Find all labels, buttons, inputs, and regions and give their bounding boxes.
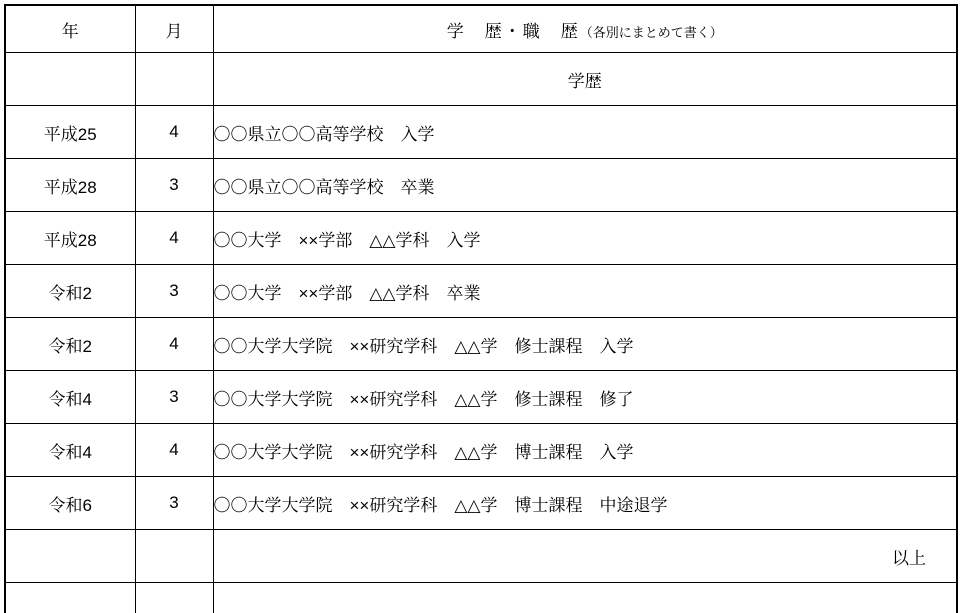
cell-month-empty xyxy=(135,530,213,583)
cell-year-empty xyxy=(5,530,135,583)
cell-year: 平成28 xyxy=(5,212,135,265)
cell-description: 〇〇大学大学院 ××研究学科 △△学 博士課程 中途退学 xyxy=(213,477,957,530)
cell-year: 令和2 xyxy=(5,265,135,318)
column-header-month: 月 xyxy=(135,5,213,53)
cell-description: 〇〇県立〇〇高等学校 入学 xyxy=(213,106,957,159)
cell-description: 〇〇大学 ××学部 △△学科 入学 xyxy=(213,212,957,265)
column-header-year: 年 xyxy=(5,5,135,53)
cell-description-empty xyxy=(213,583,957,613)
table-row xyxy=(5,106,957,159)
table-row xyxy=(5,318,957,371)
cell-description: 〇〇大学大学院 ××研究学科 △△学 博士課程 入学 xyxy=(213,424,957,477)
table-header-row xyxy=(5,5,957,53)
cell-month-empty xyxy=(135,53,213,106)
cell-month: 3 xyxy=(135,477,213,530)
table-body xyxy=(5,5,957,613)
cell-year-empty xyxy=(5,583,135,613)
cell-description: 〇〇大学大学院 ××研究学科 △△学 修士課程 入学 xyxy=(213,318,957,371)
cell-month: 4 xyxy=(135,106,213,159)
table-row xyxy=(5,212,957,265)
section-row-education xyxy=(5,53,957,106)
section-label-education: 学歴 xyxy=(213,53,957,106)
cell-month: 4 xyxy=(135,318,213,371)
cell-month: 4 xyxy=(135,212,213,265)
cell-year: 令和4 xyxy=(5,424,135,477)
cell-month: 3 xyxy=(135,371,213,424)
cell-year-empty xyxy=(5,53,135,106)
column-header-description xyxy=(213,5,957,53)
cell-year: 令和6 xyxy=(5,477,135,530)
education-history-table xyxy=(4,4,958,613)
closing-label: 以上 xyxy=(213,530,957,583)
table-row xyxy=(5,424,957,477)
closing-row xyxy=(5,530,957,583)
table-row xyxy=(5,159,957,212)
table-row xyxy=(5,265,957,318)
cell-month: 3 xyxy=(135,159,213,212)
column-header-description-note: （各別にまとめて書く） xyxy=(579,24,723,40)
cell-year: 令和4 xyxy=(5,371,135,424)
table-row xyxy=(5,371,957,424)
column-header-description-title: 学 歴・職 歴 xyxy=(446,21,580,41)
cell-month-empty xyxy=(135,583,213,613)
cell-description: 〇〇大学 ××学部 △△学科 卒業 xyxy=(213,265,957,318)
cell-description: 〇〇大学大学院 ××研究学科 △△学 修士課程 修了 xyxy=(213,371,957,424)
cell-year: 平成28 xyxy=(5,159,135,212)
table-row xyxy=(5,477,957,530)
cell-year: 平成25 xyxy=(5,106,135,159)
cell-description: 〇〇県立〇〇高等学校 卒業 xyxy=(213,159,957,212)
blank-row xyxy=(5,583,957,613)
cell-year: 令和2 xyxy=(5,318,135,371)
cell-month: 3 xyxy=(135,265,213,318)
cell-month: 4 xyxy=(135,424,213,477)
